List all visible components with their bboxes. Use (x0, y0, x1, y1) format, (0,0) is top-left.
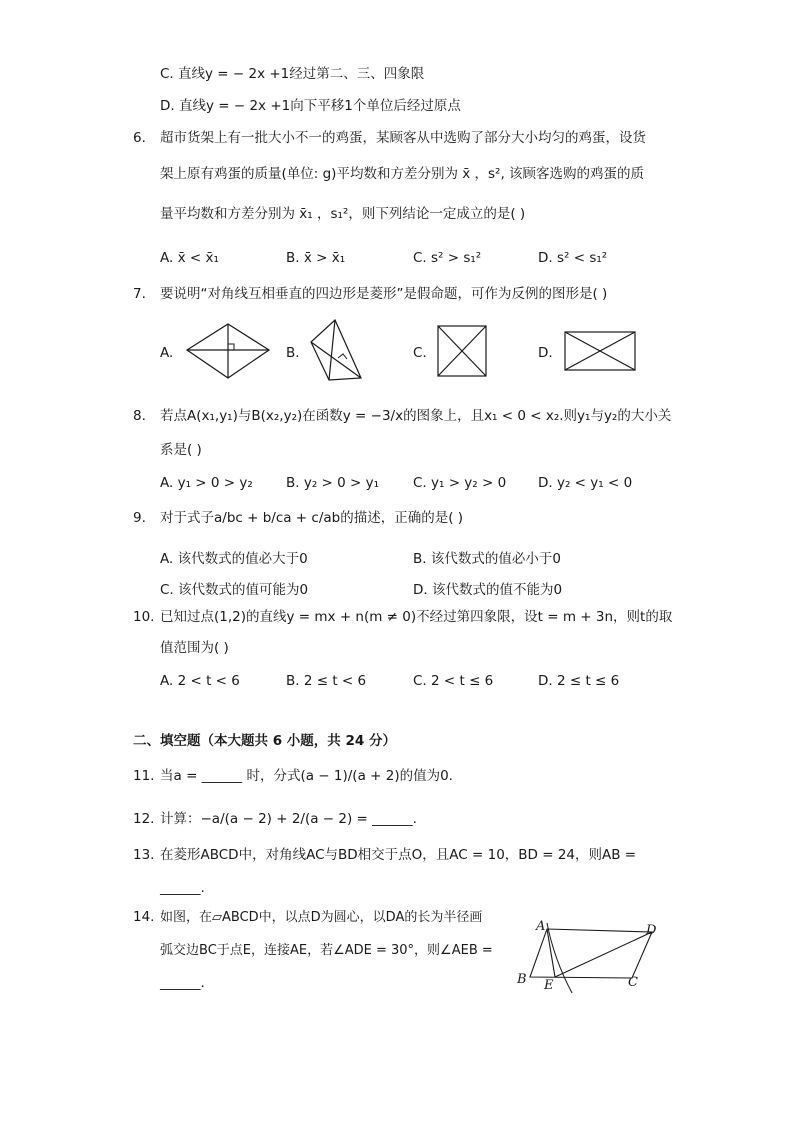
q6-text-line1: 超市货架上有一批大小不一的鸡蛋，某顾客从中选购了部分大小均匀的鸡蛋，设货 (160, 130, 646, 146)
q14-text-line1: 如图，在▱ABCD中，以点D为圆心，以DA的长为半径画 (160, 910, 483, 925)
q7-option-d-label: D. (538, 345, 553, 361)
q7-option-b-label: B. (286, 345, 300, 361)
q14-number: 14. (133, 909, 155, 925)
q12-text-line1: 计算：−a/(a − 2) + 2/(a − 2) = ______. (160, 811, 417, 827)
q11-text-line1: 当a = ______ 时，分式(a − 1)/(a + 2)的值为0. (160, 768, 453, 784)
q13-text-line1: 在菱形ABCD中，对角线AC与BD相交于点O，且AC = 10，BD = 24，则AB = (160, 847, 637, 863)
q14-label-a: A (536, 919, 546, 934)
q7-figure-a-rhombus (185, 322, 271, 380)
q6-option-b: B. x̄ > x̄₁ (286, 250, 346, 266)
q13-text-line2: ______. (160, 880, 205, 896)
q9-option-c: C. 该代数式的值可能为0 (160, 582, 309, 598)
q10-option-d: D. 2 ≤ t ≤ 6 (538, 673, 620, 689)
q14-label-e: E (544, 978, 554, 993)
q7-figure-c-square (436, 324, 488, 378)
q9-number: 9. (133, 510, 146, 526)
q14-text-line2: 弧交边BC于点E，连接AE，若∠ADE = 30°，则∠AEB = (160, 943, 493, 958)
section2-title: 二、填空题（本大题共 6 小题，共 24 分） (133, 733, 396, 749)
q7-figure-d-rectangle (563, 330, 637, 372)
q6-text-line2: 架上原有鸡蛋的质量(单位: g)平均数和方差分别为 x̄ ，s², 该顾客选购的鸡蛋的质 (160, 166, 645, 182)
q6-option-a: A. x̄ < x̄₁ (160, 250, 219, 266)
q12-number: 12. (133, 811, 155, 827)
q14-label-d: D (646, 923, 657, 938)
q10-text-line1: 已知过点(1,2)的直线y = mx + n(m ≠ 0)不经过第四象限，设t = m + 3n，则t的取 (160, 609, 673, 625)
q8-text-line1: 若点A(x₁,y₁)与B(x₂,y₂)在函数y = −3/x的图象上，且x₁ < 0 < x₂.则y₁与y₂的大小关 (160, 408, 672, 424)
q10-option-c: C. 2 < t ≤ 6 (413, 673, 494, 689)
q9-option-d: D. 该代数式的值不能为0 (413, 582, 563, 598)
q14-text-line3: ______. (160, 975, 205, 991)
q9-option-b: B. 该代数式的值必小于0 (413, 551, 561, 567)
q9-text-line1: 对于式子a/bc + b/ca + c/ab的描述，正确的是( ) (160, 510, 464, 526)
q14-figure-parallelogram (510, 915, 665, 995)
q6-option-c: C. s² > s₁² (413, 250, 482, 266)
q10-text-line2: 值范围为( ) (160, 640, 229, 656)
q13-number: 13. (133, 847, 155, 863)
q7-option-a-label: A. (160, 345, 174, 361)
q8-option-a: A. y₁ > 0 > y₂ (160, 475, 253, 491)
q6-text-line3: 量平均数和方差分别为 x̄₁ ，s₁²，则下列结论一定成立的是( ) (160, 206, 526, 222)
q5-option-d: D. 直线y = − 2x +1向下平移1个单位后经过原点 (160, 98, 461, 114)
q14-label-c: C (628, 975, 638, 990)
q10-number: 10. (133, 609, 155, 625)
q10-option-a: A. 2 < t < 6 (160, 673, 240, 689)
q9-option-a: A. 该代数式的值必大于0 (160, 551, 308, 567)
q6-option-d: D. s² < s₁² (538, 250, 608, 266)
q7-option-c-label: C. (413, 345, 427, 361)
q5-option-c: C. 直线y = − 2x +1经过第二、三、四象限 (160, 66, 425, 82)
q8-text-line2: 系是( ) (160, 442, 202, 458)
q14-label-b: B (517, 972, 527, 987)
q8-option-b: B. y₂ > 0 > y₁ (286, 475, 380, 491)
q8-number: 8. (133, 408, 146, 424)
q10-option-b: B. 2 ≤ t < 6 (286, 673, 367, 689)
q7-number: 7. (133, 286, 146, 302)
q8-option-c: C. y₁ > y₂ > 0 (413, 475, 507, 491)
q11-number: 11. (133, 768, 155, 784)
q6-number: 6. (133, 130, 146, 146)
q7-text-line1: 要说明“对角线互相垂直的四边形是菱形”是假命题，可作为反例的图形是( ) (160, 286, 608, 302)
q7-figure-b-kite (307, 318, 363, 382)
q8-option-d: D. y₂ < y₁ < 0 (538, 475, 633, 491)
